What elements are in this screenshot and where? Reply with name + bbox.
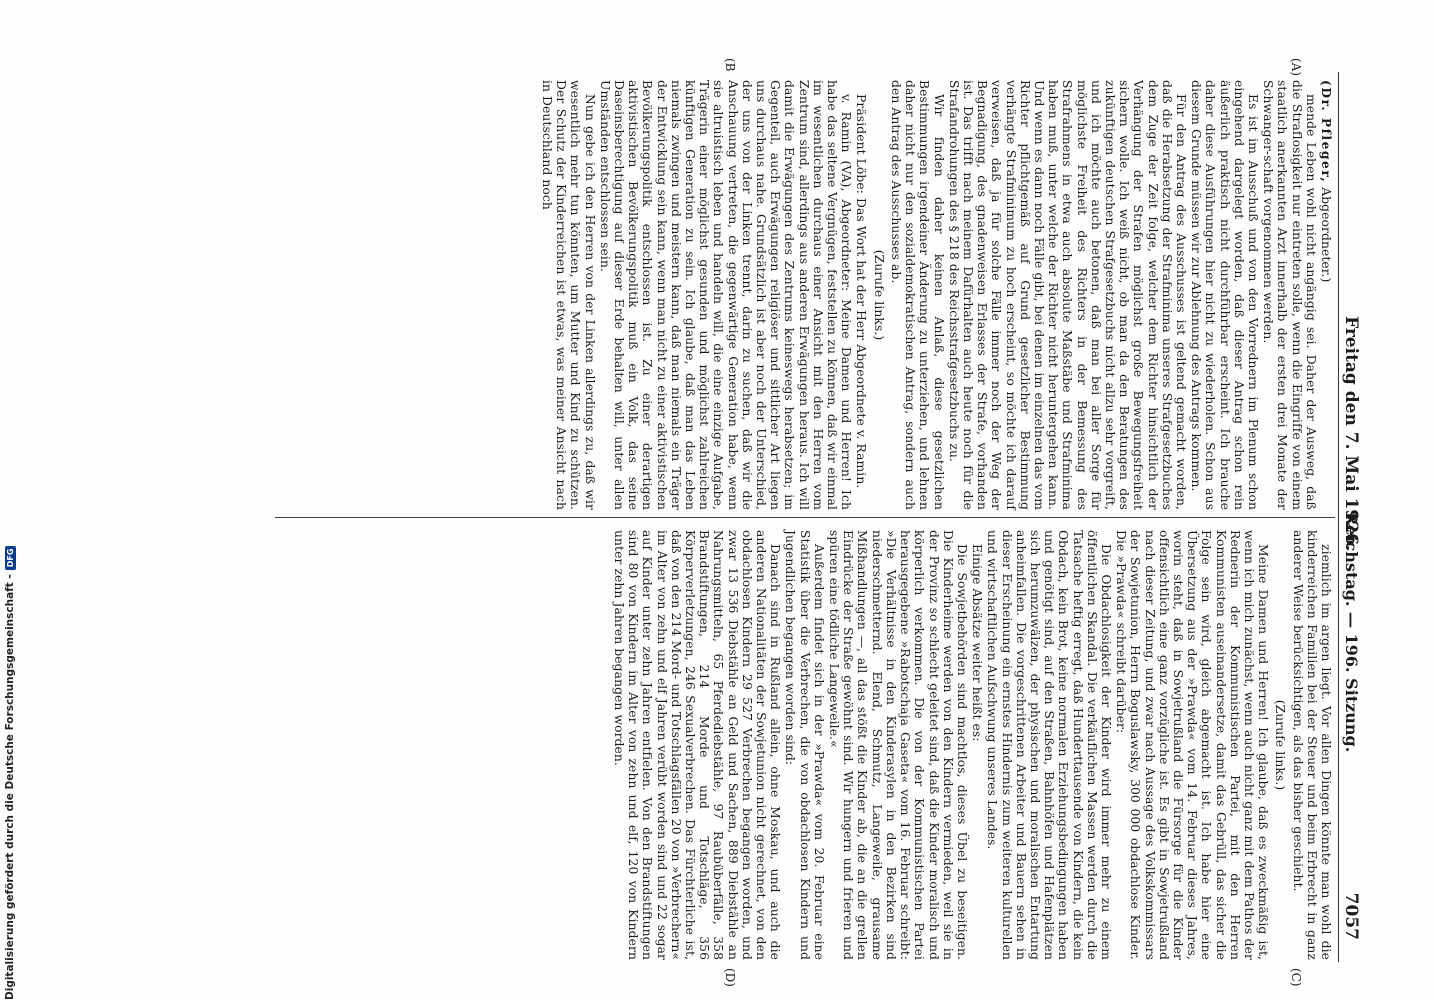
margin-mark-c: (C) bbox=[1289, 968, 1303, 987]
header-date: Freitag den 7. Mai 1926. bbox=[1341, 316, 1361, 551]
paragraph: Meine Damen und Herren! Ich glaube, daß es zweckmäßig ist, wenn ich mich zunächst, wenn auch nicht ganz mit dem Pathos der Rednerin der Kommunistischen Partei, mit den Herren Kommunisten auseinandersetze, damit das Gebrüll, das sicher die Folge sein wird, gleich abgemacht ist. Ich habe hier eine Übersetzung aus der »Prawda« vom 14. Februar dieses Jahres, worin steht, daß in Sowjetrußland die Fürsorge für die Kinder offensichtlich eine ganz vorzügliche ist. Es gibt in Sowjetrußland nach dieser Zeitung, und zwar nach Aussage des Volkskommissars der Sowjetunion, Herrn Boguslawsky, 300 000 obdachlose Kinder. Die »Prawda« schreibt darüber: bbox=[1114, 530, 1271, 960]
column-divider bbox=[275, 517, 1335, 518]
paragraph: mende Leben wohl nicht angängig sei. Daher der Ausweg, daß die Straflosigkeit nur eintreten solle, wenn die Eingriffe von einem staatlich anerkannten Arzt innerhalb der ersten drei Monate der Schwanger-schaft vorgenommen werden. bbox=[1261, 80, 1318, 510]
left-column bbox=[539, 80, 1333, 510]
header-date-and-number bbox=[1341, 316, 1361, 940]
paragraph: Die Sowjetbehörden sind machtlos, dieses Übel zu beseitigen. Die Kinderheime werden von den Kindern vermieden, weil sie in der Provinz so schlecht geleitet sind, daß die Kinder moralisch und körperlich verkommen. Die von der Kommunistischen Partei herausgegebene »Rabotschaja Gaseta« vom 16. Februar schreibt: »Die Verhältnisse in den Kinderasylen in den Bezirken sind niederschmetternd. Elend, Schmutz, Langeweile, grausame Mißhandlungen —, all das stößt die Kinder ab, die an die grellen Eindrücke der Straße gewöhnt sind. Wir hungern und frieren und spüren eine tödliche Langeweile.« bbox=[827, 530, 969, 960]
speaker-role: Abgeordneter.) bbox=[1319, 187, 1333, 283]
speaker-name: (Dr. Pfleger, bbox=[1319, 80, 1334, 184]
paragraph: v. Ramin (VA), Abgeordneter: Meine Damen und Herren! Ich habe das seltene Vergnügen, feststellen zu können, daß wir einmal im wesentlichen durchaus einer Ansicht mit den Herren vom Zentrum sind, allerdings aus anderen Erwägungen heraus. Ich will damit die Erwägungen des Zentrums keineswegs herabsetzen; im Gegenteil, auch Erwägungen religiöser und sittlicher Art liegen uns durchaus nahe. Grundsätzlich ist aber noch der Unterschied, der uns von der Linken trennt, darin zu suchen, daß wir die Anschauung vertreten, die gegenwärtige Generation habe, wenn sie altruistisch leben und handeln will, die eine einzige Aufgabe, Trägerin einer möglichst gesunden und möglichst zahlreichen künftigen Generation zu sein. Ich glaube, daß man das Leben niemals zwingen und meistern kann, daß man niemals ein Träger der Entwicklung sein kann, wenn man nicht zu einer aktivistischen Bevölkerungspolitik entschlossen ist. Zu einer derartigen aktivistischen Bevölkerungspolitik muß ein Volk, das seine Daseinsberechtigung auf dieser Erde behalten will, unter allen Umständen entschlossen sein. bbox=[597, 80, 854, 510]
paragraph: Für den Antrag des Ausschusses ist geltend gemacht worden, daß die Herabsetzung der Strafminima unseres Strafgesetzbuches dem Zuge der Zeit folge, welcher dem Richter hinsichtlich der Verhängung der Strafen möglichst große Bewegungsfreiheit sichern wolle. Ich weiß nicht, ob man da den Beratungen des zukünftigen deutschen Strafgesetzbuchs nicht allzu sehr vorgreift, und ich möchte auch betonen, daß man bei aller Sorge für möglichste Freiheit des Richters in der Bemessung des Strafrahmens in etwa auch absolute Maßstäbe und Strafminima haben muß, unter welche der Richter nicht heruntergehen kann. Und wenn es dann noch Fälle gibt, bei denen im einzelnen das vom Richter pflichtgemäß auf Grund gesetzlicher Bestimmung verhängte Strafminimum zu hoch erscheint, so möchte ich darauf verweisen, daß ja für solche Fälle immer noch der Weg der Begnadigung, des gnadenweisen Erlasses der Strafe, vorhanden ist. Das trifft nach meinem Dafürhalten auch heute noch für die Strafandrohungen des § 218 des Reichsstrafgesetzbuchs zu. bbox=[946, 80, 1188, 510]
paragraph: ziemlich im argen liegt. Vor allen Dingen könnte man wohl die kinderreichen Familien bei der Steuer und beim Erbrecht in ganz anderer Weise berücksichtigen, als das bisher geschieht. bbox=[1290, 530, 1333, 960]
paragraph: Präsident Löbe: Das Wort hat der Herr Abgeordnete v. Ramin. bbox=[854, 94, 869, 489]
dfg-logo: DFG bbox=[5, 546, 16, 571]
paragraph: Einige Absätze weiter heißt es: bbox=[970, 544, 985, 742]
paragraph: Wir finden daher keinen Anlaß, diese gesetzlichen Bestimmungen irgendeiner Änderung zu unterziehen, und lehnen daher nicht nur den sozialdemokratischen Antrag, sondern auch den Antrag des Ausschusses ab. bbox=[888, 80, 946, 510]
digitization-credit bbox=[4, 0, 16, 1000]
paragraph: Nun gebe ich den Herren von der Linken allerdings zu, daß wir wesentlich mehr tun könnten, um Mutter und Kind zu schützen. Der Schutz der Kinderreichen ist etwas, was meiner Ansicht nach in Deutschland noch bbox=[540, 80, 597, 510]
margin-mark-a: (A) bbox=[1289, 58, 1303, 77]
interjection: (Zurufe links.) bbox=[871, 249, 886, 341]
header-rule bbox=[1338, 72, 1339, 962]
page-number: 7057 bbox=[1341, 892, 1361, 940]
interjection: (Zurufe links.) bbox=[1273, 699, 1288, 791]
header-title: Reichstag. — 196. Sitzung. bbox=[1342, 512, 1361, 753]
margin-mark-d: (D) bbox=[723, 968, 737, 987]
credit-text: Digitalisierung gefördert durch die Deutsche Forschungsgemeinschaft - bbox=[4, 574, 16, 1000]
paragraph: Danach sind in Rußland allein, ohne Moskau, und auch die anderen Nationalitäten der Sowjetunion nicht gerechnet, von den obdachlosen Kindern 29 527 Verbrechen begangen worden, und zwar 13 536 Diebstähle an Geld und Sachen, 889 Diebstähle an Nahrungsmitteln, 65 Pferdediebstähle, 97 Raubüberfälle, 358 Brandstiftungen, 214 Morde und Totschläge, 356 Körperverletzungen, 246 Sexualverbrechen. Das Fürchterliche ist, daß von den 214 Mord- und Totschlagsfällen 20 von »Verbrechern« im Alter von zehn und elf Jahren verübt worden sind und 22 sogar auf Kinder unter zehn Jahren entfielen. Von den Brandstiftungen sind 80 von Kindern im Alter von zehn und elf, 120 von Kindern unter zehn Jahren begangen worden. bbox=[612, 530, 783, 960]
page-header bbox=[1339, 72, 1367, 962]
paragraph: Außerdem findet sich in der »Prawda« vom 20. Februar eine Statistik über die Verbrechen, die von obdachlosen Kindern und Jugendlichen begangen worden sind: bbox=[783, 530, 826, 960]
newspaper-page bbox=[97, 58, 1367, 987]
paragraph: Es ist im Ausschuß und von den Vorrednern im Plenum schon eingehend dargelegt worden, daß dieser Antrag schon rein äußerlich praktisch nicht durchführbar erscheint. Ich brauche daher diese Ausführungen hier nicht zu wiederholen. Schon aus diesem Grunde müssen wir zur Ablehnung des Antrags kommen. bbox=[1189, 80, 1260, 510]
speaker-line bbox=[1319, 80, 1333, 510]
paragraph: Die Obdachlosigkeit der Kinder wird immer mehr zu einem öffentlichen Skandal. Die verkäuflichen Massen werden durch die Tatsache heftig erregt, daß Hunderttausende von Kindern, die kein Obdach, kein Brot, keine normalen Erziehungsbedingungen haben und genötigt sind, auf den Straßen, Bahnhöfen und Hafenplätzen sich herumzuwälzen, der physischen und moralischen Entartung anheimfallen. Die vorgeschrittenen Arbeiter und Bauern sehen in dieser Erscheinung ein ernstes Hindernis zum weiteren kulturellen und wirtschaftlichen Aufschwung unseres Landes. bbox=[985, 530, 1113, 960]
right-column bbox=[611, 530, 1333, 960]
margin-mark-b: (B bbox=[723, 58, 737, 72]
